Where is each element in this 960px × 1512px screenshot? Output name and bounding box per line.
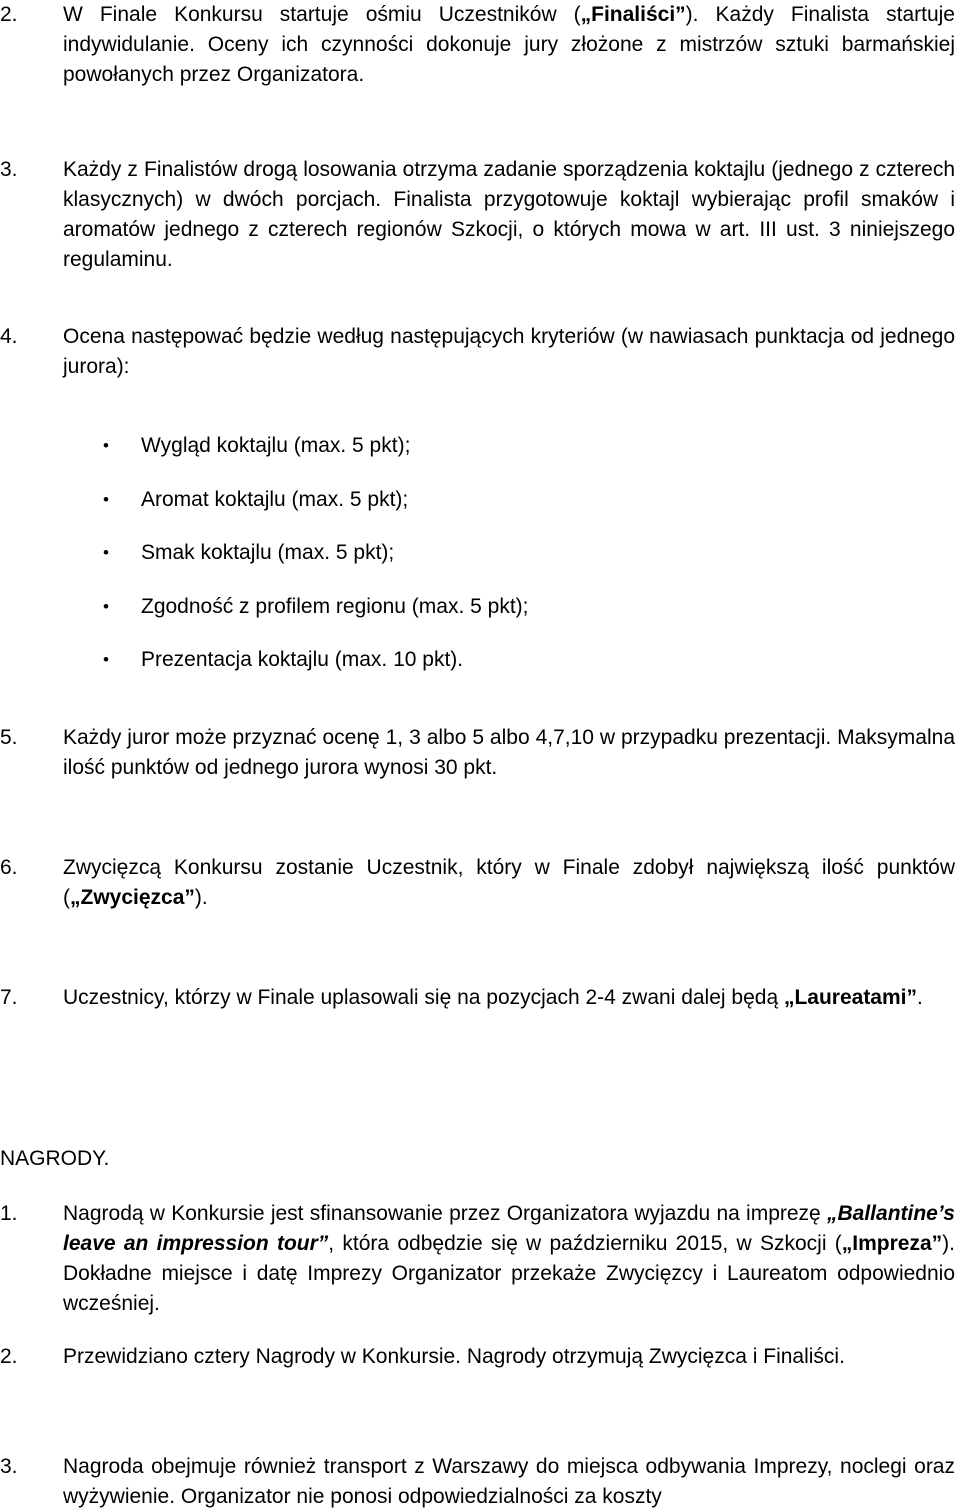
item-number: 2.	[0, 1345, 18, 1368]
body-text: Nagrodą w Konkursie jest sfinansowanie przez Organizatora wyjazdu na imprezę	[63, 1202, 827, 1225]
item-text	[63, 1452, 955, 1512]
criteria-text: Smak koktajlu (max. 5 pkt);	[141, 541, 395, 564]
body-text: ).	[194, 886, 208, 909]
item-text	[63, 1199, 955, 1319]
bullet-icon: •	[103, 436, 109, 455]
criteria-text: Prezentacja koktajlu (max. 10 pkt).	[141, 648, 464, 671]
emphasis-text: „Laureatami”	[783, 986, 917, 1009]
item-text	[63, 322, 955, 382]
emphasis-text: „Zwycięzca”	[70, 886, 195, 909]
item-number: 4.	[0, 325, 18, 348]
item-text	[63, 723, 955, 783]
bullet-icon: •	[103, 543, 109, 562]
emphasis-text: „Ballantine’s leave an impression tour”	[63, 1202, 955, 1255]
bullet-icon: •	[103, 489, 109, 509]
criteria-text: Zgodność z profilem regionu (max. 5 pkt);	[141, 594, 529, 618]
body-text: Każdy z Finalistów drogą losowania otrzyma zadanie sporządzenia koktajlu (jednego z czterech klasycznych) w dwóch porcjach. Finalista przygotowuje koktajl wybierając profil smaków i aromatów jednego z czterech regionów Szkocji, o których mowa w art. III ust. 3 niniejszego regulaminu.	[63, 158, 955, 271]
item-number: 3.	[0, 1455, 18, 1478]
body-text: .	[917, 986, 923, 1009]
bullet-icon: •	[103, 596, 109, 616]
item-number: 5.	[0, 726, 18, 749]
item-number: 6.	[0, 856, 18, 879]
body-text: Przewidziano cztery Nagrody w Konkursie. Nagrody otrzymują Zwycięzca i Finaliści.	[63, 1345, 845, 1368]
item-text	[63, 1342, 955, 1372]
item-number: 7.	[0, 986, 18, 1009]
body-text: Nagroda obejmuje również transport z Warszawy do miejsca odbywania Imprezy, noclegi oraz wyżywienie. Organizator nie ponosi odpowiedzialności za koszty	[63, 1455, 955, 1508]
item-text	[63, 853, 955, 913]
bullet-icon: •	[103, 650, 109, 669]
section-heading-prizes: NAGRODY.	[0, 1147, 110, 1170]
criteria-text: Aromat koktajlu (max. 5 pkt);	[141, 487, 409, 511]
body-text: Każdy juror może przyznać ocenę 1, 3 albo 5 albo 4,7,10 w przypadku prezentacji. Maksymalna ilość punktów od jednego jurora wynosi 30 pkt.	[63, 726, 955, 779]
criteria-item	[0, 431, 529, 461]
body-text: Ocena następować będzie według następujących kryteriów (w nawiasach punktacja od jednego jurora):	[63, 325, 955, 378]
body-text: , która odbędzie się w październiku 2015, w Szkocji (	[328, 1232, 842, 1255]
body-text: W Finale Konkursu startuje ośmiu Uczestników (	[63, 3, 581, 26]
criteria-item	[0, 538, 529, 568]
prize-item-2	[0, 1342, 955, 1372]
rule-item-2	[0, 0, 955, 90]
rule-item-3	[0, 155, 955, 275]
criteria-item	[0, 645, 529, 675]
criteria-text: Wygląd koktajlu (max. 5 pkt);	[141, 434, 411, 457]
body-text: ). Dokładne miejsce i datę Imprezy Organizator przekaże Zwycięzcy i Laureatom odpowiednio wcześniej.	[63, 1232, 955, 1315]
item-number: 3.	[0, 158, 18, 181]
prize-item-1	[0, 1199, 955, 1319]
item-text	[63, 0, 955, 90]
rule-item-5	[0, 723, 955, 783]
criteria-item	[0, 485, 529, 515]
criteria-list	[0, 431, 529, 699]
rule-item-6	[0, 853, 955, 913]
body-text: Zwycięzcą Konkursu zostanie Uczestnik, który w Finale zdobył największą ilość punktów (	[63, 856, 955, 909]
item-number: 2.	[0, 3, 18, 26]
item-text	[63, 155, 955, 275]
rule-item-4	[0, 322, 955, 382]
body-text: ). Każdy Finalista startuje indywidulanie. Oceny ich czynności dokonuje jury złożone z mistrzów sztuki barmańskiej powołanych przez Organizatora.	[63, 3, 955, 86]
prize-item-3	[0, 1452, 955, 1512]
rule-item-7	[0, 983, 955, 1013]
body-text: Uczestnicy, którzy w Finale uplasowali się na pozycjach 2-4 zwani dalej będą	[63, 986, 784, 1009]
emphasis-text: „Impreza”	[841, 1232, 943, 1255]
item-text	[63, 983, 955, 1013]
emphasis-text: „Finaliści”	[580, 3, 686, 26]
criteria-item	[0, 592, 529, 622]
item-number: 1.	[0, 1202, 18, 1225]
